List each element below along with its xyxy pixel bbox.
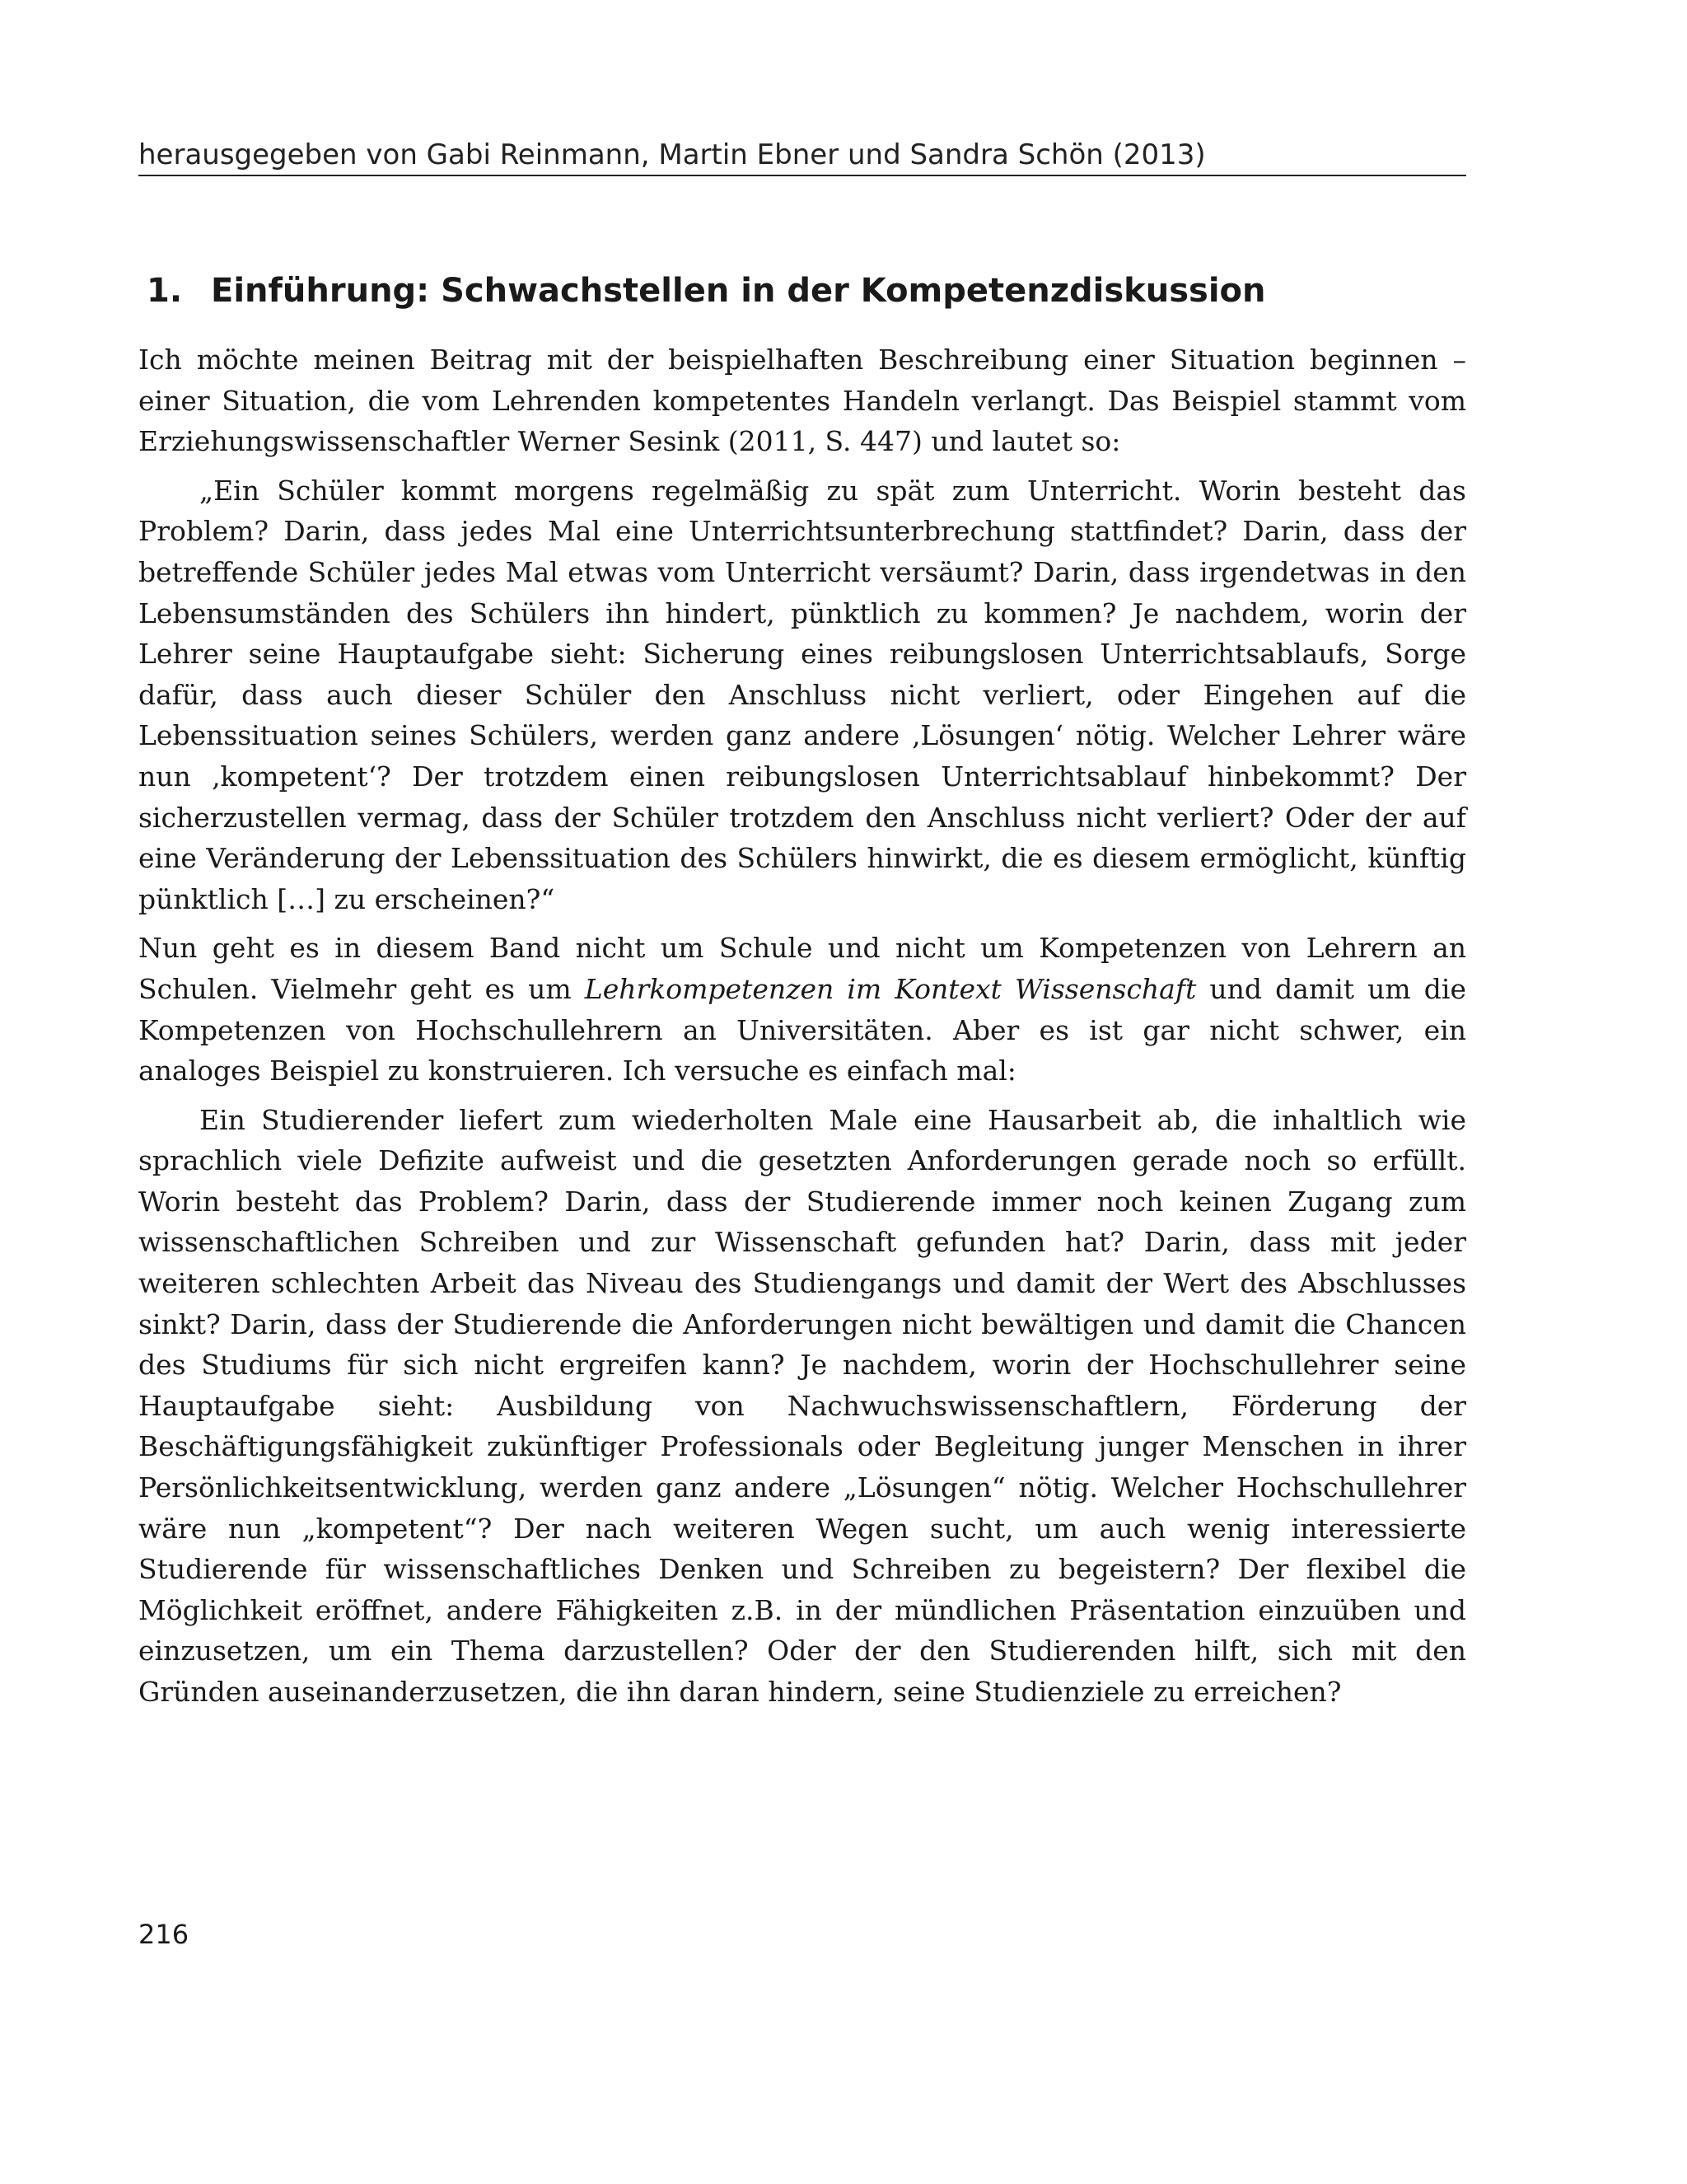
body-text xyxy=(138,339,1466,1721)
transition-emphasis: Lehrkompetenzen im Kontext Wissenschaft xyxy=(584,972,1197,1005)
transition-text-start: Nun geht es in diesem Band nicht um Schule und nicht um Kompetenzen von Lehrern an Schulen. Vielmehr geht es um xyxy=(138,932,1466,1005)
header-rule xyxy=(138,175,1466,176)
paragraph-transition xyxy=(138,928,1466,1091)
document-page xyxy=(138,0,1466,2184)
section-title: Einführung: Schwachstellen in der Kompetenzdiskussion xyxy=(211,272,1266,310)
running-header: herausgegeben von Gabi Reinmann, Martin Ebner und Sandra Schön (2013) xyxy=(138,138,1206,171)
section-heading xyxy=(147,269,1465,313)
paragraph-example: Ein Studierender liefert zum wiederholten Male eine Hausarbeit ab, die inhaltlich wie sprachlich viele Defizite aufweist und die gesetzten Anforderungen gerade noch so erfüllt. Worin besteht das Problem? Darin, dass der Studierende immer noch keinen Zugang zum wissenschaftlichen Schreiben und zur Wissenschaft gefunden hat? Darin, dass mit jeder weiteren schlechten Arbeit das Niveau des Studiengangs und damit der Wert des Abschlusses sinkt? Darin, dass der Studierende die Anforderungen nicht bewältigen und damit die Chancen des Studiums für sich nicht ergreifen kann? Je nachdem, worin der Hochschullehrer seine Hauptaufgabe sieht: Ausbildung von Nachwuchswissenschaftlern, Förderung der Beschäftigungsfähigkeit zukünftiger Professionals oder Begleitung junger Menschen in ihrer Persönlichkeitsentwicklung, werden ganz andere „Lösungen“ nötig. Welcher Hochschullehrer wäre nun „kompetent“? Der nach weiteren Wegen sucht, um auch wenig interessierte Studierende für wissenschaftliches Denken und Schreiben zu begeistern? Der flexibel die Möglichkeit eröffnet, andere Fähigkeiten z.B. in der mündlichen Präsentation einzuüben und einzusetzen, um ein Thema darzustellen? Oder der den Studierenden hilft, sich mit den Gründen auseinanderzusetzen, die ihn daran hindern, seine Studienziele zu erreichen? xyxy=(138,1103,1466,1708)
transition-text-end: und damit um die Kompetenzen von Hochschullehrern an Universitäten. Aber es ist gar nicht schwer, ein analoges Beispiel zu konstruieren. Ich versuche es einfach mal: xyxy=(138,972,1466,1087)
paragraph-intro: Ich möchte meinen Beitrag mit der beispielhaften Beschreibung einer Situation beginnen – einer Situation, die vom Lehrenden kompetentes Handeln verlangt. Das Beispiel stammt vom Erziehungswissenschaftler Werner Sesink (2011, S. 447) und lautet so: xyxy=(138,344,1466,458)
page-number: 216 xyxy=(138,1919,189,1950)
paragraph-quote: „Ein Schüler kommt morgens regelmäßig zu spät zum Unterricht. Worin besteht das Problem? Darin, dass jedes Mal eine Unterrichtsunterbrechung stattfindet? Darin, dass der betreffende Schüler jedes Mal etwas vom Unterricht versäumt? Darin, dass irgendetwas in den Lebensumständen des Schülers ihn hindert, pünktlich zu kommen? Je nachdem, worin der Lehrer seine Hauptaufgabe sieht: Sicherung eines reibungslosen Unterrichtsablaufs, Sorge dafür, dass auch dieser Schüler den Anschluss nicht verliert, oder Eingehen auf die Lebenssituation seines Schülers, werden ganz andere ‚Lösungen‘ nötig. Welcher Lehrer wäre nun ‚kompetent‘? Der trotzdem einen reibungslosen Unterrichtsablauf hinbekommt? Der sicherzustellen vermag, dass der Schüler trotzdem den Anschluss nicht verliert? Oder der auf eine Veränderung der Lebenssituation des Schülers hinwirkt, die es diesem ermöglicht, künftig pünktlich […] zu erscheinen?“ xyxy=(138,474,1466,915)
section-number: 1. xyxy=(147,272,183,310)
